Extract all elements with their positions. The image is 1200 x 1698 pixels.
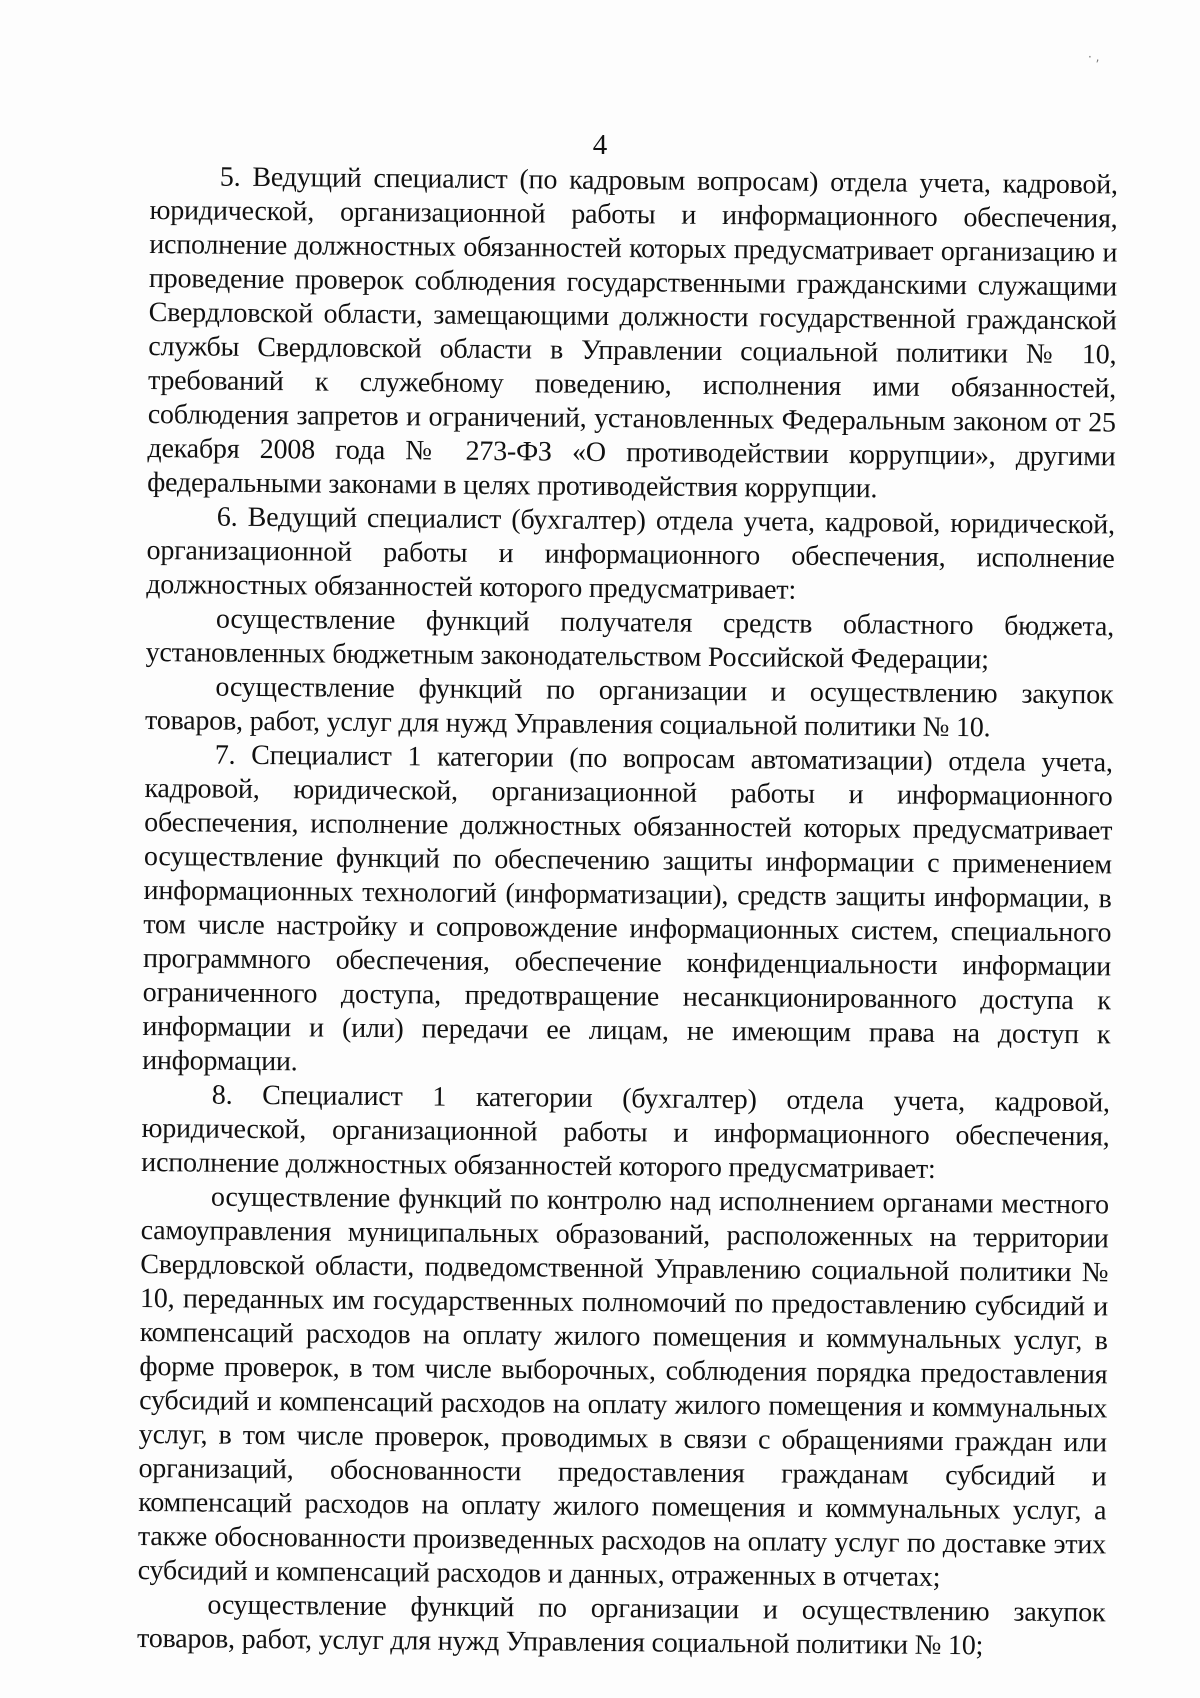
paragraph-item-6-clause-2: осуществление функций по организации и осуществлению закупок товаров, работ, услуг для нужд Управления социальной политики № 10.: [144, 671, 1114, 744]
paragraph-item-5: 5. Ведущий специалист (по кадровым вопросам) отдела учета, кадровой, юридической, организационной работы и информационного обеспечения, исполнение должностных обязанностей которых предусматривает организацию и проведение проверок соблюдения государственными гражданскими служащими Свердловской области, замещающими должности государственной гражданской службы Свердловской области в Управлении социальной политики № 10, требований к служебному поведению, исполнения ими обязанностей, соблюдения запретов и ограничений, установленных Федеральным законом от 25 декабря 2008 года № 273-ФЗ «О противодействии коррупции», другими федеральными законами в целях противодействия коррупции.: [147, 161, 1118, 505]
page-number: 4: [592, 129, 608, 161]
scan-speck-mark: · ,: [1088, 50, 1100, 64]
paragraph-item-8-clause-1: осуществление функций по контролю над исполнением органами местного самоуправления муниципальных образований, расположенных на территории Свердловской области, подведомственной Управлению социальной политики № 10, переданных им государственных полномочий по предоставлению субсидий и компенсаций расходов на оплату жилого помещения и коммунальных услуг, в форме проверок, в том числе выборочных, соблюдения порядка предоставления субсидий и компенсаций расходов на оплату жилого помещения и коммунальных услуг, в том числе проверок, проводимых в связи с обращениями граждан или организаций, обоснованности предоставления гражданам субсидий и компенсаций расходов на оплату жилого помещения и коммунальных услуг, а также обоснованности произведенных расходов на оплату услуг по доставке этих субсидий и компенсаций расходов и данных, отраженных в отчетах;: [137, 1181, 1110, 1593]
paragraph-item-8: 8. Специалист 1 категории (бухгалтер) отдела учета, кадровой, юридической, организационной работы и информационного обеспечения, исполнение должностных обязанностей которого предусматривает:: [141, 1079, 1110, 1185]
paragraph-item-7: 7. Специалист 1 категории (по вопросам автоматизации) отдела учета, кадровой, юридической, организационной работы и информационного обеспечения, исполнение должностных обязанностей которых предусматривает осуществление функций по обеспечению защиты информации с применением информационных технологий (информатизации), средств защиты информации, в том числе настройку и сопровождение информационных систем, специального программного обеспечения, обеспечение конфиденциальности информации ограниченного доступа, предотвращение несанкционированного доступа к информации и (или) передачи ее лицам, не имеющим права на доступ к информации.: [142, 739, 1113, 1078]
paragraph-item-6: 6. Ведущий специалист (бухгалтер) отдела учета, кадровой, юридической, организационной работы и информационного обеспечения, исполнение должностных обязанностей которого предусматривает:: [146, 501, 1115, 606]
paragraph-item-6-clause-1: осуществление функций получателя средств областного бюджета, установленных бюджетным законодательством Российской Федерации;: [145, 603, 1115, 676]
document-body: [137, 160, 1118, 1664]
paragraph-item-8-clause-2: осуществление функций по организации и осуществлению закупок товаров, работ, услуг для нужд Управления социальной политики № 10;: [136, 1589, 1106, 1662]
